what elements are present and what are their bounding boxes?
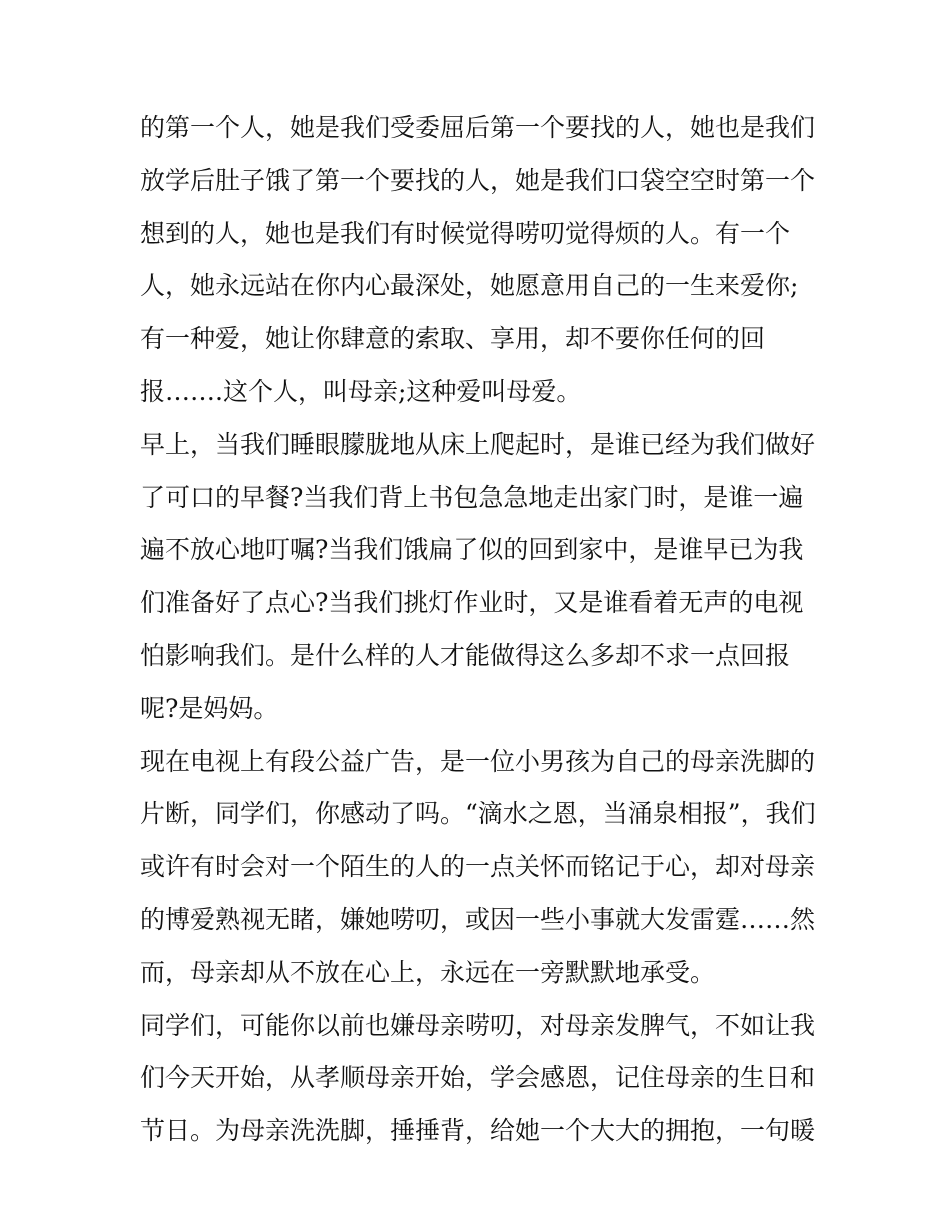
text-line: 片断，同学们，你感动了吗。“滴水之恩，当涌泉相报”，我们: [140, 799, 816, 829]
text-line: 了可口的早餐?当我们背上书包急急地走出家门时，是谁一遍: [140, 482, 804, 512]
text-line: 想到的人，她也是我们有时候觉得唠叨觉得烦的人。有一个: [140, 218, 791, 248]
text-line: 们准备好了点心?当我们挑灯作业时，又是谁看着无声的电视: [140, 588, 804, 618]
text-line: 放学后肚子饿了第一个要找的人，她是我们口袋空空时第一个: [140, 165, 816, 195]
text-line: 的博爱熟视无睹，嫌她唠叨，或因一些小事就大发雷霆……然: [140, 904, 816, 934]
body-text: [140, 102, 820, 1158]
text-line: 怕影响我们。是什么样的人才能做得这么多却不求一点回报: [140, 640, 791, 670]
text-line: 有一种爱，她让你肆意的索取、享用，却不要你任何的回: [140, 324, 766, 354]
text-line: 报…….这个人，叫母亲;这种爱叫母爱。: [140, 376, 582, 406]
text-line: 人，她永远站在你内心最深处，她愿意用自己的一生来爱你;: [140, 271, 799, 301]
text-line: 节日。为母亲洗洗脚，捶捶背，给她一个大大的拥抱，一句暖: [140, 1116, 816, 1146]
text-line: 们今天开始，从孝顺母亲开始，学会感恩，记住母亲的生日和: [140, 1063, 816, 1093]
text-line: 同学们，可能你以前也嫌母亲唠叨，对母亲发脾气，不如让我: [140, 1010, 816, 1040]
text-line: 的第一个人，她是我们受委屈后第一个要找的人，她也是我们: [140, 113, 816, 142]
text-line: 早上，当我们睡眼朦胧地从床上爬起时，是谁已经为我们做好: [140, 429, 816, 459]
text-line: 呢?是妈妈。: [140, 693, 279, 723]
text-line: 现在电视上有段公益广告，是一位小男孩为自己的母亲洗脚的: [140, 746, 816, 776]
text-line: 或许有时会对一个陌生的人的一点关怀而铭记于心，却对母亲: [140, 852, 816, 882]
text-line: 遍不放心地叮嘱?当我们饿扁了似的回到家中，是谁早已为我: [140, 535, 804, 565]
text-line: 而，母亲却从不放在心上，永远在一旁默默地承受。: [140, 957, 716, 987]
